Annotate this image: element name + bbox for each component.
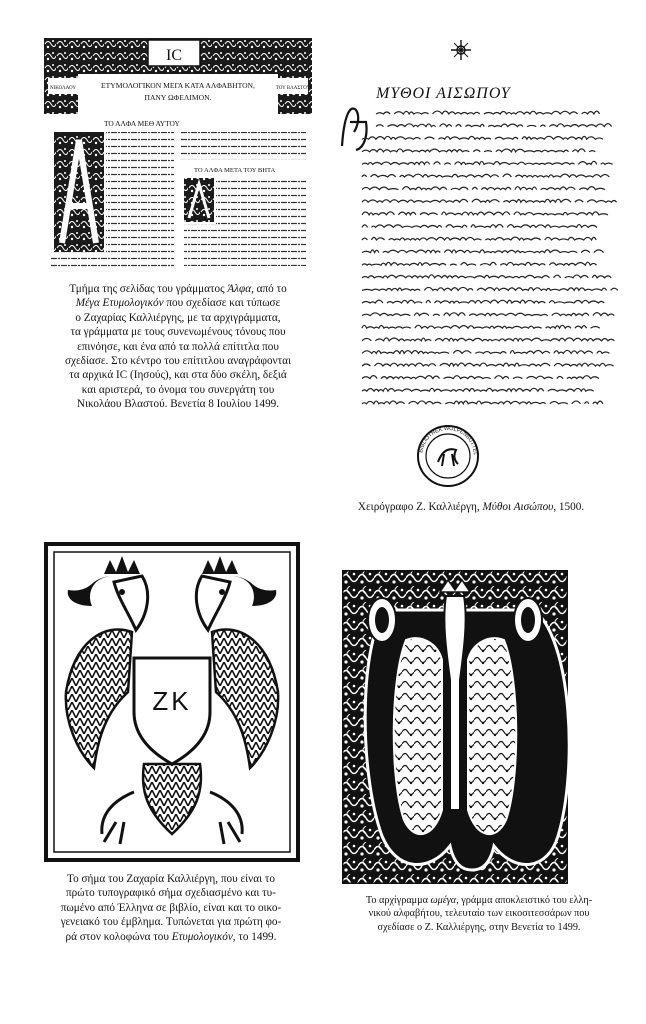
handwriting-line [362,363,614,366]
handwriting-line [362,212,612,215]
handwriting-line [362,237,596,240]
aesop-manuscript-figure [336,36,622,492]
kallierges-mark-figure [44,542,300,862]
handwriting-line [362,287,622,290]
name-right: ΤΟΥ ΒΛΑΣΤΟΥ [275,86,311,91]
caption-text: που σχεδίασε και τύπωσε [163,297,281,310]
handwriting-line [362,136,603,139]
etymologicum-title-line1: ΕΤΥΜΟΛΟΓΙΚΟΝ ΜΕΓΑ ΚΑΤΑ ΑΛΦΑΒΗΤΟΝ, [101,81,255,90]
handwriting-line [362,275,611,278]
kallierges-mark-caption [22,872,320,944]
monogram-ic: IC [166,47,182,64]
handwriting-line [362,199,617,202]
caption-line: τα αρχικά IC (Ιησούς), και στα δύο σκέλη, δεξιά [69,369,287,382]
caption-line: σχεδίασε. Στο κέντρο του επίτιτλου αναγράφονται [64,355,291,368]
name-left: ΝΙΚΟΛΑΟΥ [50,86,76,91]
handwriting-line [362,376,599,379]
subhead-alpha: ΤΟ ΑΛΦΑ ΜΕΘ ΑΥΤΟΥ [104,119,180,128]
omega-initial-figure [342,570,568,884]
caption-line [22,930,320,944]
etymologicum-title-line2: ΠΑΝΥ ΩΦΕΛΙΜΟΝ. [144,93,212,102]
caption-text: , το 1499. [232,930,277,943]
handwriting-line [362,149,595,152]
handwriting-line [362,350,613,353]
omega-caption [324,894,634,934]
caption-italic-text: Ετυμολογικόν [171,930,233,943]
library-stamp [418,426,478,486]
handwriting-line [376,111,604,114]
initial-alpha [342,109,367,151]
omega-initial-image [342,570,568,884]
handwriting-line [362,187,605,190]
stamp-text: BIBLIOTHEK WOLFENBUTTEL [418,425,479,456]
caption-text: Τμήμα της σελίδας του γράμματος [69,283,228,295]
handwriting-line [362,300,604,303]
ornament-cross-icon [451,40,471,60]
monogram-zk: ZK [152,686,192,716]
handwriting-line [362,313,614,316]
kallierges-mark-image [44,542,300,862]
caption-italic-text: Μέγα Ετυμολογικόν [75,297,164,310]
manuscript-handwriting [362,111,622,404]
handwriting-line [362,388,594,391]
handwriting-line [362,262,597,265]
subhead-alpha-beta: ΤΟ ΑΛΦΑ ΜΕΤΑ ΤΟΥ ΒΗΤΑ [194,167,276,174]
caption-line: Το σήμα του Ζαχαρία Καλλιέργη, που είναι το [67,873,275,885]
caption-line: πρώτο τυπογραφικό σήμα σχεδιασμένο και τυ- [66,887,276,900]
handwriting-line [376,124,612,127]
caption-line [22,296,334,310]
caption-line [324,894,634,907]
caption-text: Το αρχίγραμμα [365,895,431,906]
etymologicum-page-figure [44,38,312,270]
etymologicum-page-image [44,38,312,270]
manuscript-heading: ΜΥΘΟΙ ΑΙΣΩΠΟΥ [376,85,511,102]
caption-line: πωμένο από Έλληνα σε βιβλίο, είναι και το οικο- [60,901,282,914]
caption-text: , γράμμα αποκλειστικό του ελλη- [456,895,593,906]
handwriting-line [362,161,613,164]
caption-text: , από το [251,283,287,295]
caption-italic-text: Άλφα [227,283,252,295]
caption-line: ο Ζαχαρίας Καλλιέργης, με τα αρχιγράμματα, [75,311,281,324]
caption-line [318,500,624,514]
caption-line [22,282,334,296]
caption-text: Χειρόγραφο Ζ. Καλλιέργη, [357,501,483,513]
caption-line: σχεδίασε ο Ζ. Καλλιέργης, στην Βενετία το 1499. [377,921,581,933]
horse-icon [438,449,458,466]
caption-line: Νικολάου Βλαστού. Βενετία 8 Ιουλίου 1499. [76,398,280,411]
etymologicum-caption [22,282,334,412]
caption-line: και αριστερά, το όνομα του συνεργάτη του [81,383,275,396]
handwriting-line [362,325,600,328]
handwriting-line [362,225,597,228]
caption-text: , 1500. [553,501,585,513]
aesop-caption [318,500,624,514]
caption-line: επινόησε, και ένα από τα πολλά επίτιτλα που [77,340,279,353]
caption-line: τα γράμματα με τους συνενωμένους τόνους που [70,326,286,339]
caption-italic-text: ωμέγα [430,895,457,906]
handwriting-line [362,250,608,253]
caption-italic-text: Μύθοι Αισώπου [482,501,554,513]
caption-line: νικού αλφαβήτου, τελευταίο των εικοσιτεσσάρων που [368,908,590,920]
handwriting-line [362,338,614,341]
caption-text: ρά στον κολοφώνα του [65,930,172,943]
handwriting-line [362,174,609,177]
caption-line: γενειακό του έμβλημα. Τυπώνεται για πρώτη φο- [60,916,282,929]
aesop-manuscript-image [336,36,622,492]
handwriting-line [362,401,603,404]
